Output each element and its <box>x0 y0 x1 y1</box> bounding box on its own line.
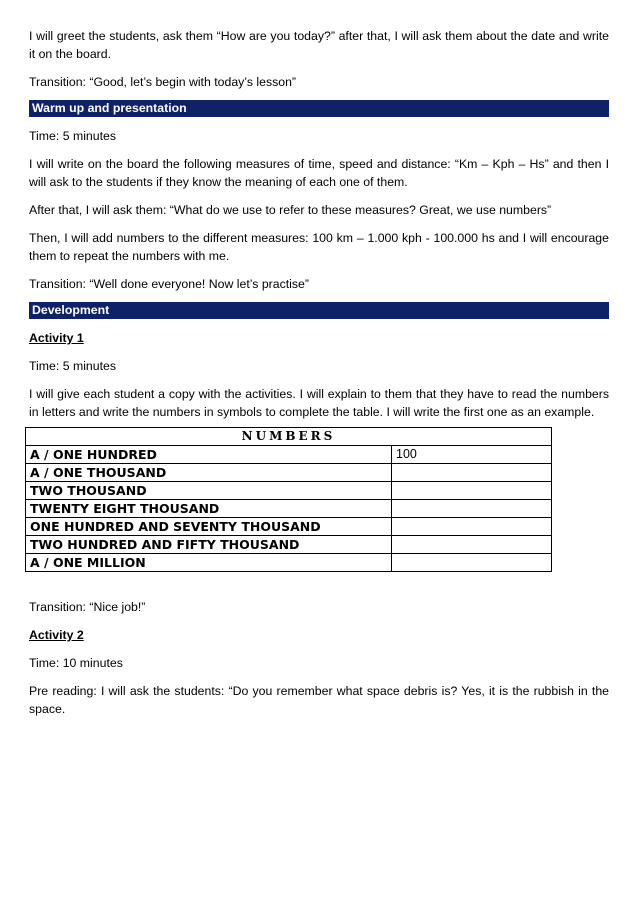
warmup-transition: Transition: “Well done everyone! Now let’s practise” <box>29 277 309 291</box>
table-row <box>26 554 552 572</box>
warmup-time: Time: 5 minutes <box>29 129 117 143</box>
table-header: NUMBERS <box>26 428 552 446</box>
activity-1-transition: Transition: “Nice job!” <box>29 600 146 614</box>
activity-2-pre-reading: Pre reading: I will ask the students: “Do you remember what space debris is? Yes, it is the rubbish in the space. <box>29 684 609 716</box>
number-words: A / ONE THOUSAND <box>26 464 392 482</box>
table-row <box>26 464 552 482</box>
number-symbol <box>392 518 552 536</box>
section-heading-development: Development <box>29 302 609 319</box>
activity-1-title: Activity 1 <box>29 331 84 345</box>
number-words: TWO HUNDRED AND FIFTY THOUSAND <box>26 536 392 554</box>
activity-1-instructions: I will give each student a copy with the activities. I will explain to them that they have to read the numbers in letters and write the numbers in symbols to complete the table. I will write the first one as an example. <box>29 387 609 419</box>
activity-1-time: Time: 5 minutes <box>29 359 117 373</box>
intro-greeting: I will greet the students, ask them “How are you today?” after that, I will ask them about the date and write it on the board. <box>29 29 609 61</box>
table-row <box>26 446 552 464</box>
number-symbol <box>392 482 552 500</box>
table-row <box>26 500 552 518</box>
activity-2-time: Time: 10 minutes <box>29 656 123 670</box>
number-symbol: 100 <box>392 446 552 464</box>
warmup-paragraph-3: Then, I will add numbers to the different measures: 100 km – 1.000 kph - 100.000 hs and I will encourage them to repeat the numbers with me. <box>29 231 609 263</box>
lesson-plan-page <box>29 27 609 718</box>
number-words: TWENTY EIGHT THOUSAND <box>26 500 392 518</box>
number-words: A / ONE HUNDRED <box>26 446 392 464</box>
number-symbol <box>392 500 552 518</box>
intro-transition: Transition: “Good, let’s begin with today’s lesson” <box>29 75 297 89</box>
table-row <box>26 536 552 554</box>
numbers-table <box>25 427 552 572</box>
table-row <box>26 482 552 500</box>
number-words: ONE HUNDRED AND SEVENTY THOUSAND <box>26 518 392 536</box>
table-header-row <box>26 428 552 446</box>
number-symbol <box>392 554 552 572</box>
number-words: TWO THOUSAND <box>26 482 392 500</box>
section-heading-warmup: Warm up and presentation <box>29 100 609 117</box>
warmup-paragraph-2: After that, I will ask them: “What do we use to refer to these measures? Great, we use numbers” <box>29 203 552 217</box>
number-words: A / ONE MILLION <box>26 554 392 572</box>
number-symbol <box>392 536 552 554</box>
number-symbol <box>392 464 552 482</box>
table-row <box>26 518 552 536</box>
activity-2-title: Activity 2 <box>29 628 84 642</box>
warmup-paragraph-1: I will write on the board the following measures of time, speed and distance: “Km – Kph – Hs” and then I will ask to the students if they know the meaning of each one of them. <box>29 157 609 189</box>
